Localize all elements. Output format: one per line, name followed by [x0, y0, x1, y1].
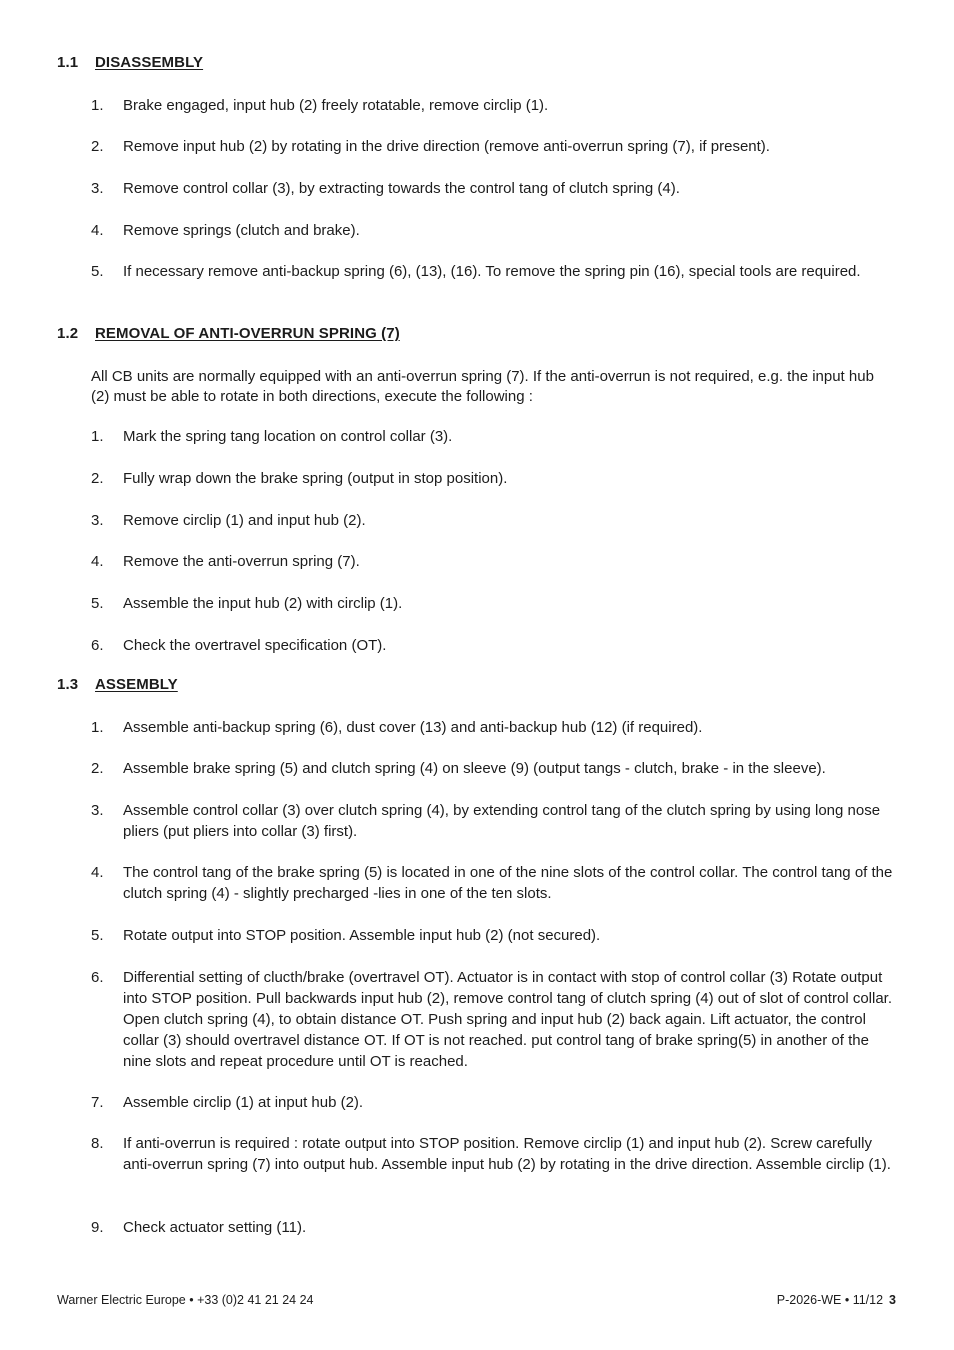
list-item: 4. Remove the anti-overrun spring (7).: [91, 553, 360, 570]
list-item: 1. Assemble anti-backup spring (6), dust cover (13) and anti-backup hub (12) (if required).: [91, 719, 703, 736]
section-heading-disassembly: 1.1 DISASSEMBLY: [57, 54, 204, 71]
page-number: 3: [889, 1293, 896, 1307]
list-item: 5. If necessary remove anti-backup spring (6), (13), (16). To remove the spring pin (16), special tools are required.: [91, 263, 861, 280]
list-item: 5. Assemble the input hub (2) with circlip (1).: [91, 595, 403, 612]
list-item: 7. Assemble circlip (1) at input hub (2).: [91, 1094, 364, 1111]
list-item: 4. The control tang of the brake spring (5) is located in one of the nine slots of the control collar. The control tang of the clutch spring (4) - slightly precharged -lies in one of the ten slots.: [91, 864, 893, 902]
list-item: 9. Check actuator setting (11).: [91, 1219, 307, 1236]
list-item: 1. Mark the spring tang location on control collar (3).: [91, 428, 453, 445]
footer-company-contact: Warner Electric Europe • +33 (0)2 41 21 24 24: [57, 1293, 314, 1307]
list-item: 2. Assemble brake spring (5) and clutch spring (4) on sleeve (9) (output tangs - clutch, brake - in the sleeve).: [91, 760, 826, 777]
removal-intro-paragraph: All CB units are normally equipped with an anti-overrun spring (7). If the anti-overrun is not required, e.g. the input hub (2) must be able to rotate in both directions, execute the following :: [91, 368, 874, 405]
list-item: 3. Remove circlip (1) and input hub (2).: [91, 512, 366, 529]
list-item: 6. Check the overtravel specification (OT).: [91, 637, 387, 654]
footer-document-ref: [777, 1293, 896, 1307]
list-item: 1. Brake engaged, input hub (2) freely rotatable, remove circlip (1).: [91, 97, 549, 114]
list-item: 5. Rotate output into STOP position. Assemble input hub (2) (not secured).: [91, 927, 601, 944]
section-heading-removal: 1.2 REMOVAL OF ANTI-OVERRUN SPRING (7): [57, 325, 400, 342]
list-item: 2. Fully wrap down the brake spring (output in stop position).: [91, 470, 508, 487]
list-item: 2. Remove input hub (2) by rotating in the drive direction (remove anti-overrun spring (7), if present).: [91, 138, 770, 155]
list-item: 6. Differential setting of clucth/brake (overtravel OT). Actuator is in contact with stop of control collar (3) Rotate output into STOP position. Pull backwards input hub (2), remove control tang of clutch spring (4) out of slot of control collar. Open clutch spring (4), to obtain distance OT. Push spring and input hub (2) back again. Lift actuator, the control collar (3) should overtravel distance OT. If OT is not reached. put control tang of brake spring(5) in another of the nine slots and repeat procedure until OT is reached.: [91, 969, 892, 1070]
list-item: 8. If anti-overrun is required : rotate output into STOP position. Remove circlip (1) and input hub (2). Screw carefully anti-overrun spring (7) into output hub. Assemble input hub (2) by rotating in the drive direction. Assemble circlip (1).: [91, 1135, 891, 1173]
list-item: 4. Remove springs (clutch and brake).: [91, 222, 360, 239]
list-item: 3. Assemble control collar (3) over clutch spring (4), by extending control tang of the clutch spring by using long nose pliers (put pliers into collar (3) first).: [91, 802, 881, 840]
section-heading-assembly: 1.3 ASSEMBLY: [57, 676, 178, 693]
document-code: P-2026-WE • 11/12: [776, 1293, 884, 1307]
list-item: 3. Remove control collar (3), by extracting towards the control tang of clutch spring (4).: [91, 180, 680, 197]
